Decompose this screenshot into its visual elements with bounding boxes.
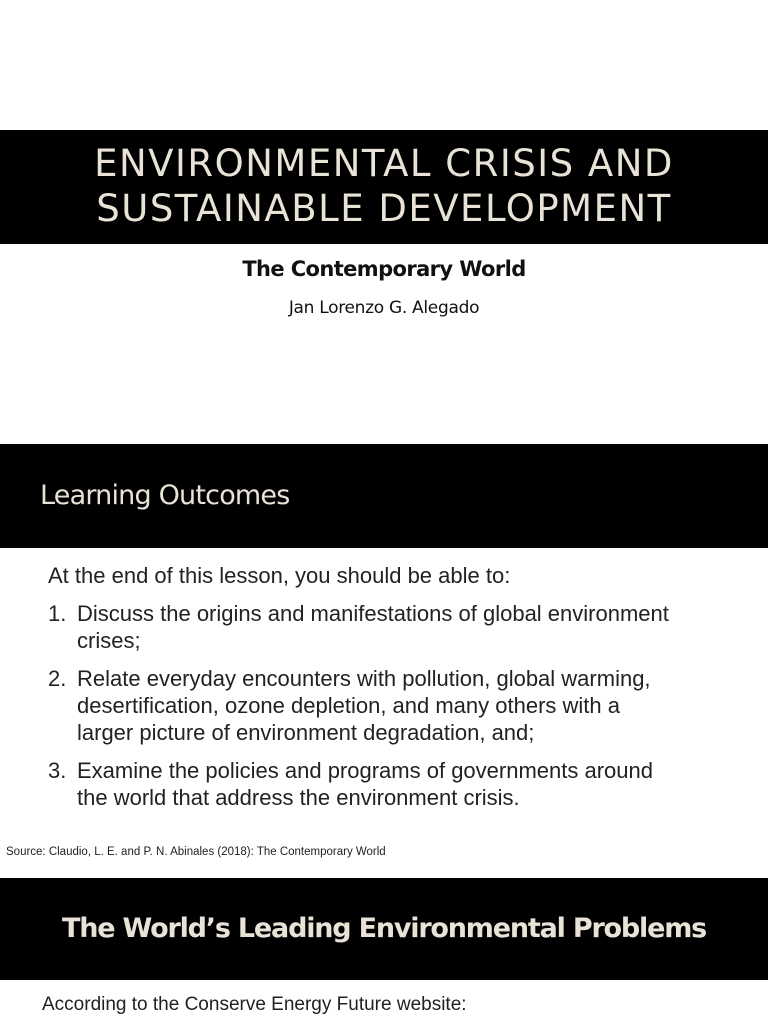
outcome-item-3 [48, 757, 748, 811]
outcome-line: desertification, ozone depletion, and many others with a [77, 693, 620, 718]
author-name: Jan Lorenzo G. Alegado [288, 298, 480, 318]
outcome-line: the world that address the environment crisis. [77, 785, 520, 810]
slide-title [0, 141, 768, 231]
outcomes-intro: At the end of this lesson, you should be able to: [48, 563, 511, 588]
outcome-number: 1. [48, 601, 67, 626]
outcome-number: 3. [48, 758, 67, 783]
learning-outcomes-heading: Learning Outcomes [40, 480, 290, 511]
outcome-number: 2. [48, 666, 67, 691]
outcome-line: larger picture of environment degradation, and; [77, 720, 535, 745]
slide-title-line-2: SUSTAINABLE DEVELOPMENT [96, 187, 672, 230]
outcome-line: crises; [77, 628, 141, 653]
outcome-line: Discuss the origins and manifestations of global environment [77, 601, 669, 626]
problems-heading: The World’s Leading Environmental Problems [61, 913, 707, 944]
outcome-item-1 [48, 600, 748, 654]
slide-title-line-1: ENVIRONMENTAL CRISIS AND [94, 142, 674, 185]
slide-subtitle: The Contemporary World [242, 257, 526, 281]
source-citation: Source: Claudio, L. E. and P. N. Abinales (2018): The Contemporary World [6, 846, 386, 858]
outcome-item-2 [48, 665, 748, 746]
outcome-line: Examine the policies and programs of governments around [77, 758, 653, 783]
outcomes-list [48, 600, 748, 822]
outcome-line: Relate everyday encounters with pollution, global warming, [77, 666, 651, 691]
problems-intro: According to the Conserve Energy Future website: [42, 994, 467, 1015]
